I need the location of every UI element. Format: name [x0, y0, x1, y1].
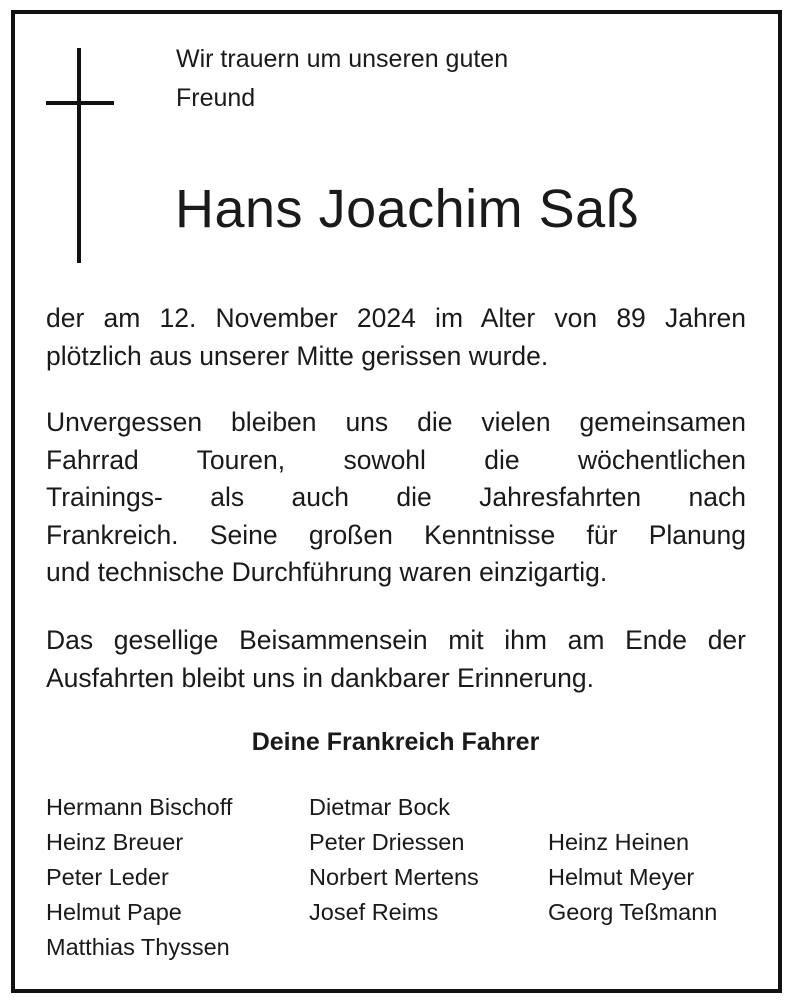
mourner-name: Heinz Breuer	[46, 829, 184, 855]
text-line: Unvergessen bleiben uns die vielen gemeinsamen	[46, 407, 746, 437]
mourner-name: Georg Teßmann	[548, 899, 718, 925]
mourner-name: Peter Driessen	[309, 829, 465, 855]
mourner-name: Heinz Heinen	[548, 829, 690, 855]
mourner-column	[548, 825, 717, 930]
mourner-name: Peter Leder	[46, 864, 169, 890]
intro-text	[176, 40, 696, 118]
text-line: Trainings- als auch die Jahresfahrten nach	[46, 482, 746, 512]
text-line: Das gesellige Beisammensein mit ihm am Ende der	[46, 625, 746, 655]
mourner-name: Hermann Bischoff	[46, 794, 233, 820]
intro-line: Wir trauern um unseren guten	[176, 45, 509, 73]
text-line: plötzlich aus unserer Mitte gerissen wurde.	[46, 340, 549, 371]
mourner-name: Matthias Thyssen	[46, 934, 230, 960]
signature-group: Deine Frankreich Fahrer	[251, 728, 540, 756]
paragraph-memories	[46, 404, 746, 592]
intro-line: Freund	[176, 84, 256, 112]
text-line: Frankreich. Seine großen Kenntnisse für Planung	[46, 519, 746, 550]
mourner-name: Helmut Pape	[46, 899, 182, 925]
mourner-column	[46, 790, 232, 965]
text-line: Fahrrad Touren, sowohl die wöchentlichen	[46, 444, 746, 475]
mourner-name: Helmut Meyer	[548, 864, 695, 890]
mourner-name: Josef Reims	[309, 899, 439, 925]
deceased-name: Hans Joachim Saß	[175, 179, 640, 239]
mourner-column	[309, 790, 479, 930]
mourner-name: Norbert Mertens	[309, 864, 479, 890]
mourner-name: Dietmar Bock	[309, 794, 451, 820]
text-line: und technische Durchführung waren einzigartig.	[46, 557, 608, 587]
paragraph-remembrance	[46, 622, 746, 697]
paragraph-death-notice	[46, 300, 746, 375]
cross-vertical-bar	[77, 48, 81, 263]
cross-horizontal-bar	[46, 101, 114, 105]
text-line: Ausfahrten bleibt uns in dankbarer Erinnerung.	[46, 662, 595, 693]
text-line: der am 12. November 2024 im Alter von 89 Jahren	[46, 303, 746, 333]
